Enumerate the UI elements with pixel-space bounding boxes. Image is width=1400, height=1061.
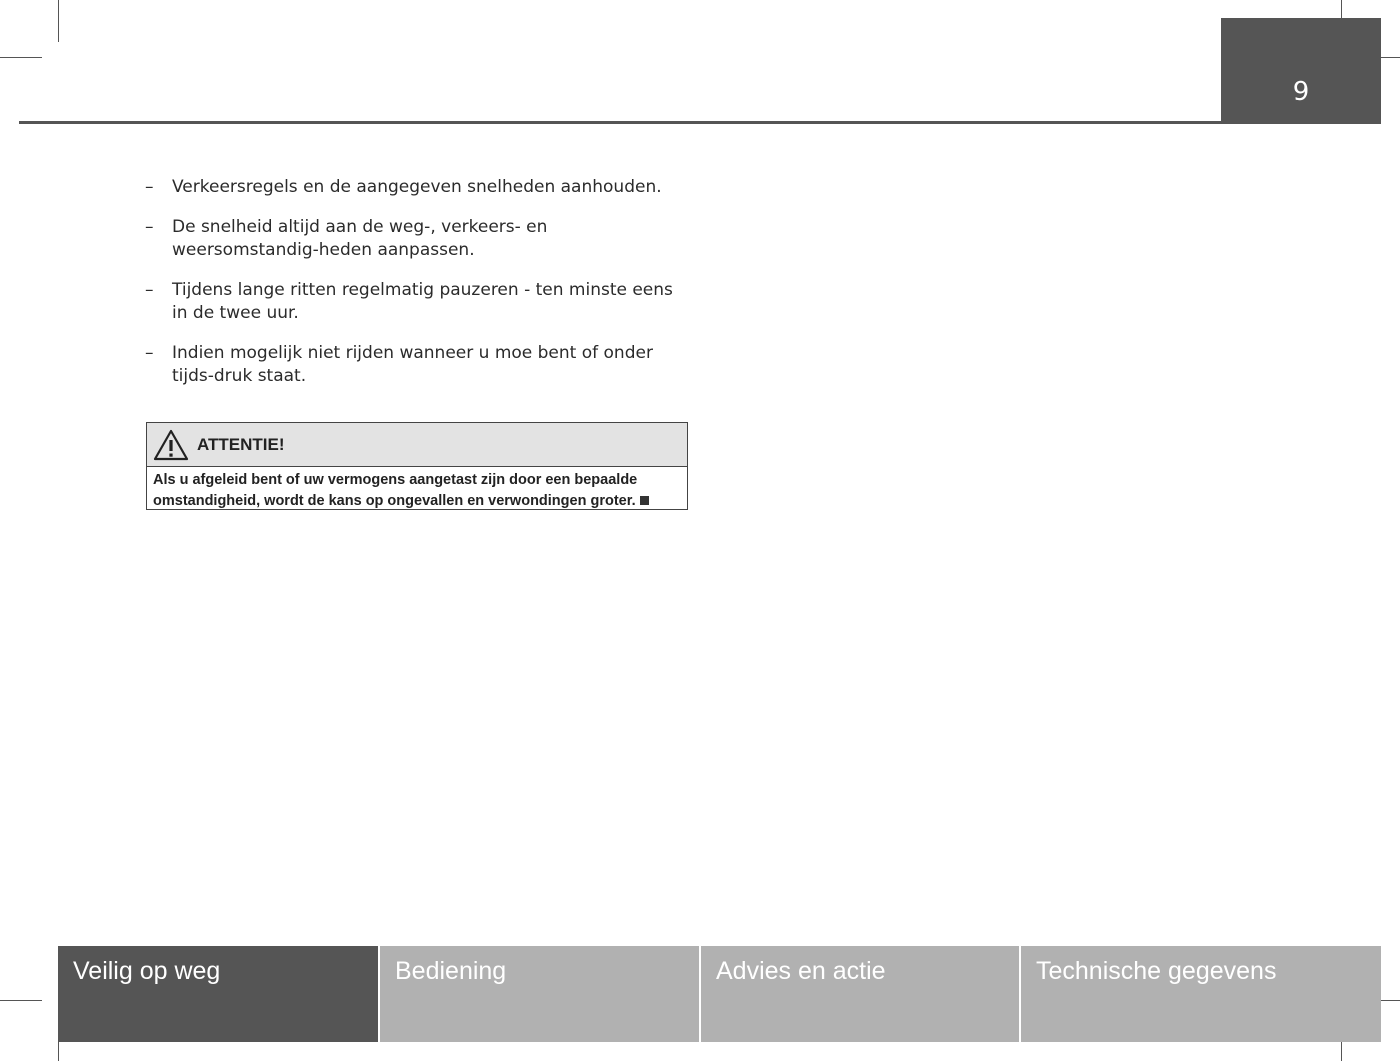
list-item	[145, 176, 690, 199]
nav-tab-label: Advies en actie	[716, 957, 886, 985]
list-item-text: De snelheid altijd aan de weg-, verkeers- en weersomstandig-heden aanpassen.	[172, 217, 548, 260]
warning-triangle-icon	[153, 429, 189, 461]
crop-mark	[0, 57, 42, 58]
nav-tab-label: Bediening	[395, 957, 507, 985]
dash-marker: –	[145, 177, 154, 197]
nav-tab-veilig-op-weg[interactable]	[58, 946, 378, 1042]
nav-tab-label: Veilig op weg	[73, 957, 221, 985]
list-item	[145, 279, 690, 325]
warning-header	[147, 423, 687, 467]
list-item-text: Verkeersregels en de aangegeven snelheden aanhouden.	[172, 177, 662, 197]
crop-mark	[0, 1000, 42, 1001]
nav-tab-label: Technische gegevens	[1036, 957, 1277, 985]
header-rule	[19, 121, 1221, 124]
page-number-tab	[1221, 18, 1381, 124]
list-item	[145, 216, 690, 262]
list-item-text: Tijdens lange ritten regelmatig pauzeren - ten minste eens in de twee uur.	[172, 280, 673, 323]
dash-marker: –	[145, 280, 154, 300]
dash-marker: –	[145, 343, 154, 363]
list-item	[145, 342, 690, 388]
warning-title: ATTENTIE!	[197, 434, 285, 454]
bullet-list	[145, 176, 690, 405]
warning-text	[147, 467, 687, 515]
warning-text-content: Als u afgeleid bent of uw vermogens aangetast zijn door een bepaalde omstandigheid, wordt de kans op ongevallen en verwondingen groter.	[153, 472, 638, 509]
dash-marker: –	[145, 217, 154, 237]
page-number: 9	[1292, 77, 1310, 107]
nav-tab-bediening[interactable]	[380, 946, 699, 1042]
nav-tab-advies-en-actie[interactable]	[701, 946, 1019, 1042]
warning-box	[146, 422, 688, 510]
list-item-text: Indien mogelijk niet rijden wanneer u moe bent of onder tijds-druk staat.	[172, 343, 653, 386]
nav-tab-technische-gegevens[interactable]	[1021, 946, 1381, 1042]
end-of-section-icon	[640, 496, 649, 505]
crop-mark	[58, 0, 59, 42]
